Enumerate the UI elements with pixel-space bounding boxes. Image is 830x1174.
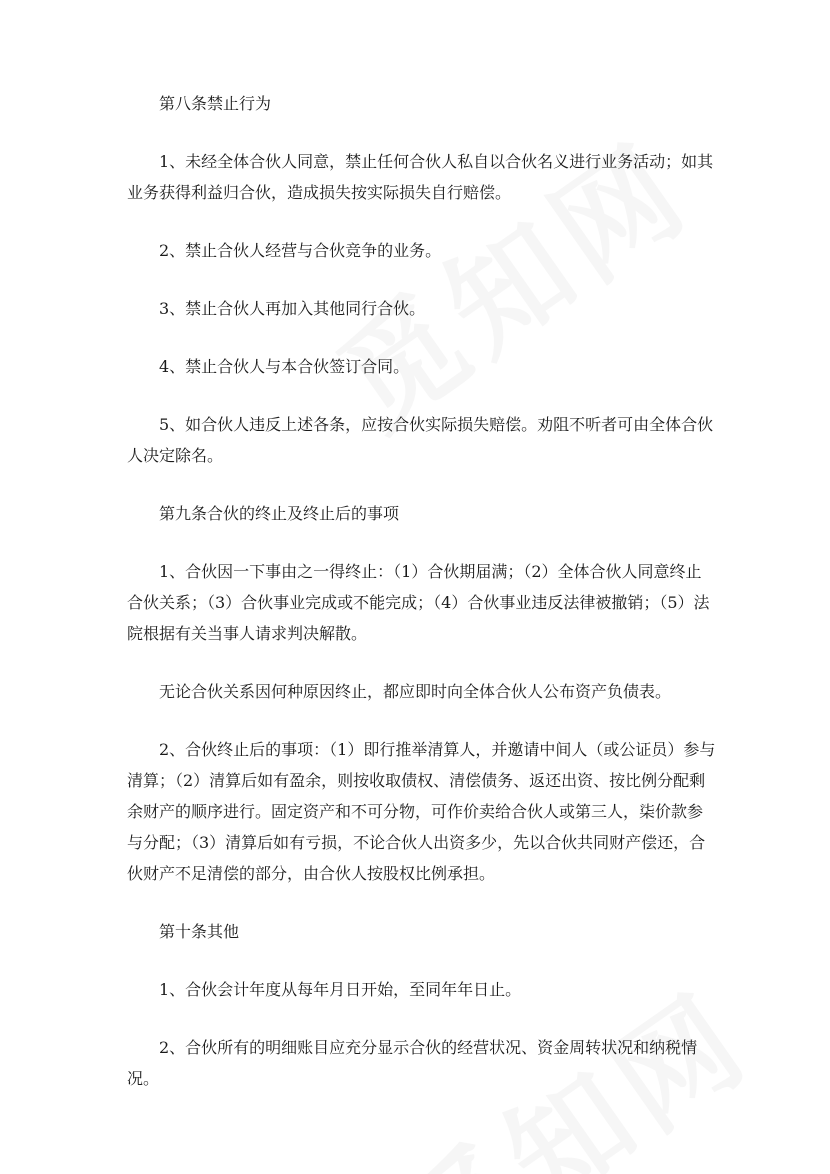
document-body bbox=[127, 88, 717, 1121]
paragraph: 4、禁止合伙人与本合伙签订合同。 bbox=[159, 357, 410, 376]
paragraph: 1、合伙会计年度从每年月日开始，至同年年日止。 bbox=[159, 980, 522, 999]
paragraph: 5、如合伙人违反上述各条，应按合伙实际损失赔偿。劝阻不听者可由全体合伙人决定除名。 bbox=[127, 415, 714, 465]
section-heading: 第八条禁止行为 bbox=[159, 94, 272, 113]
paragraph: 1、合伙因一下事由之一得终止：（1）合伙期届满；（2）全体合伙人同意终止合伙关系；（3）合伙事业完成或不能完成；（4）合伙事业违反法律被撤销；（5）法院根据有关当事人请求判决解散。 bbox=[127, 562, 710, 643]
section-heading: 第十条其他 bbox=[159, 922, 240, 941]
paragraph: 2、禁止合伙人经营与合伙竞争的业务。 bbox=[159, 241, 442, 260]
section-heading: 第九条合伙的终止及终止后的事项 bbox=[159, 504, 400, 523]
paragraph: 2、合伙终止后的事项：（1）即行推举清算人，并邀请中间人（或公证员）参与清算；（2）清算后如有盈余，则按收取债权、清偿债务、返还出资、按比例分配剩余财产的顺序进行。固定资产和不可分物，可作价卖给合伙人或第三人，柒价款参与分配；（3）清算后如有亏损，不论合伙人出资多少，先以合伙共同财产偿还，合伙财产不足清偿的部分，由合伙人按股权比例承担。 bbox=[127, 740, 716, 883]
paragraph: 1、未经全体合伙人同意，禁止任何合伙人私自以合伙名义进行业务活动；如其业务获得利益归合伙，造成损失按实际损失自行赔偿。 bbox=[127, 152, 714, 202]
paragraph: 3、禁止合伙人再加入其他同行合伙。 bbox=[159, 299, 426, 318]
paragraph: 无论合伙关系因何种原因终止，都应即时向全体合伙人公布资产负债表。 bbox=[159, 682, 672, 701]
paragraph: 2、合伙所有的明细账目应充分显示合伙的经营状况、资金周转状况和纳税情况。 bbox=[127, 1038, 698, 1088]
